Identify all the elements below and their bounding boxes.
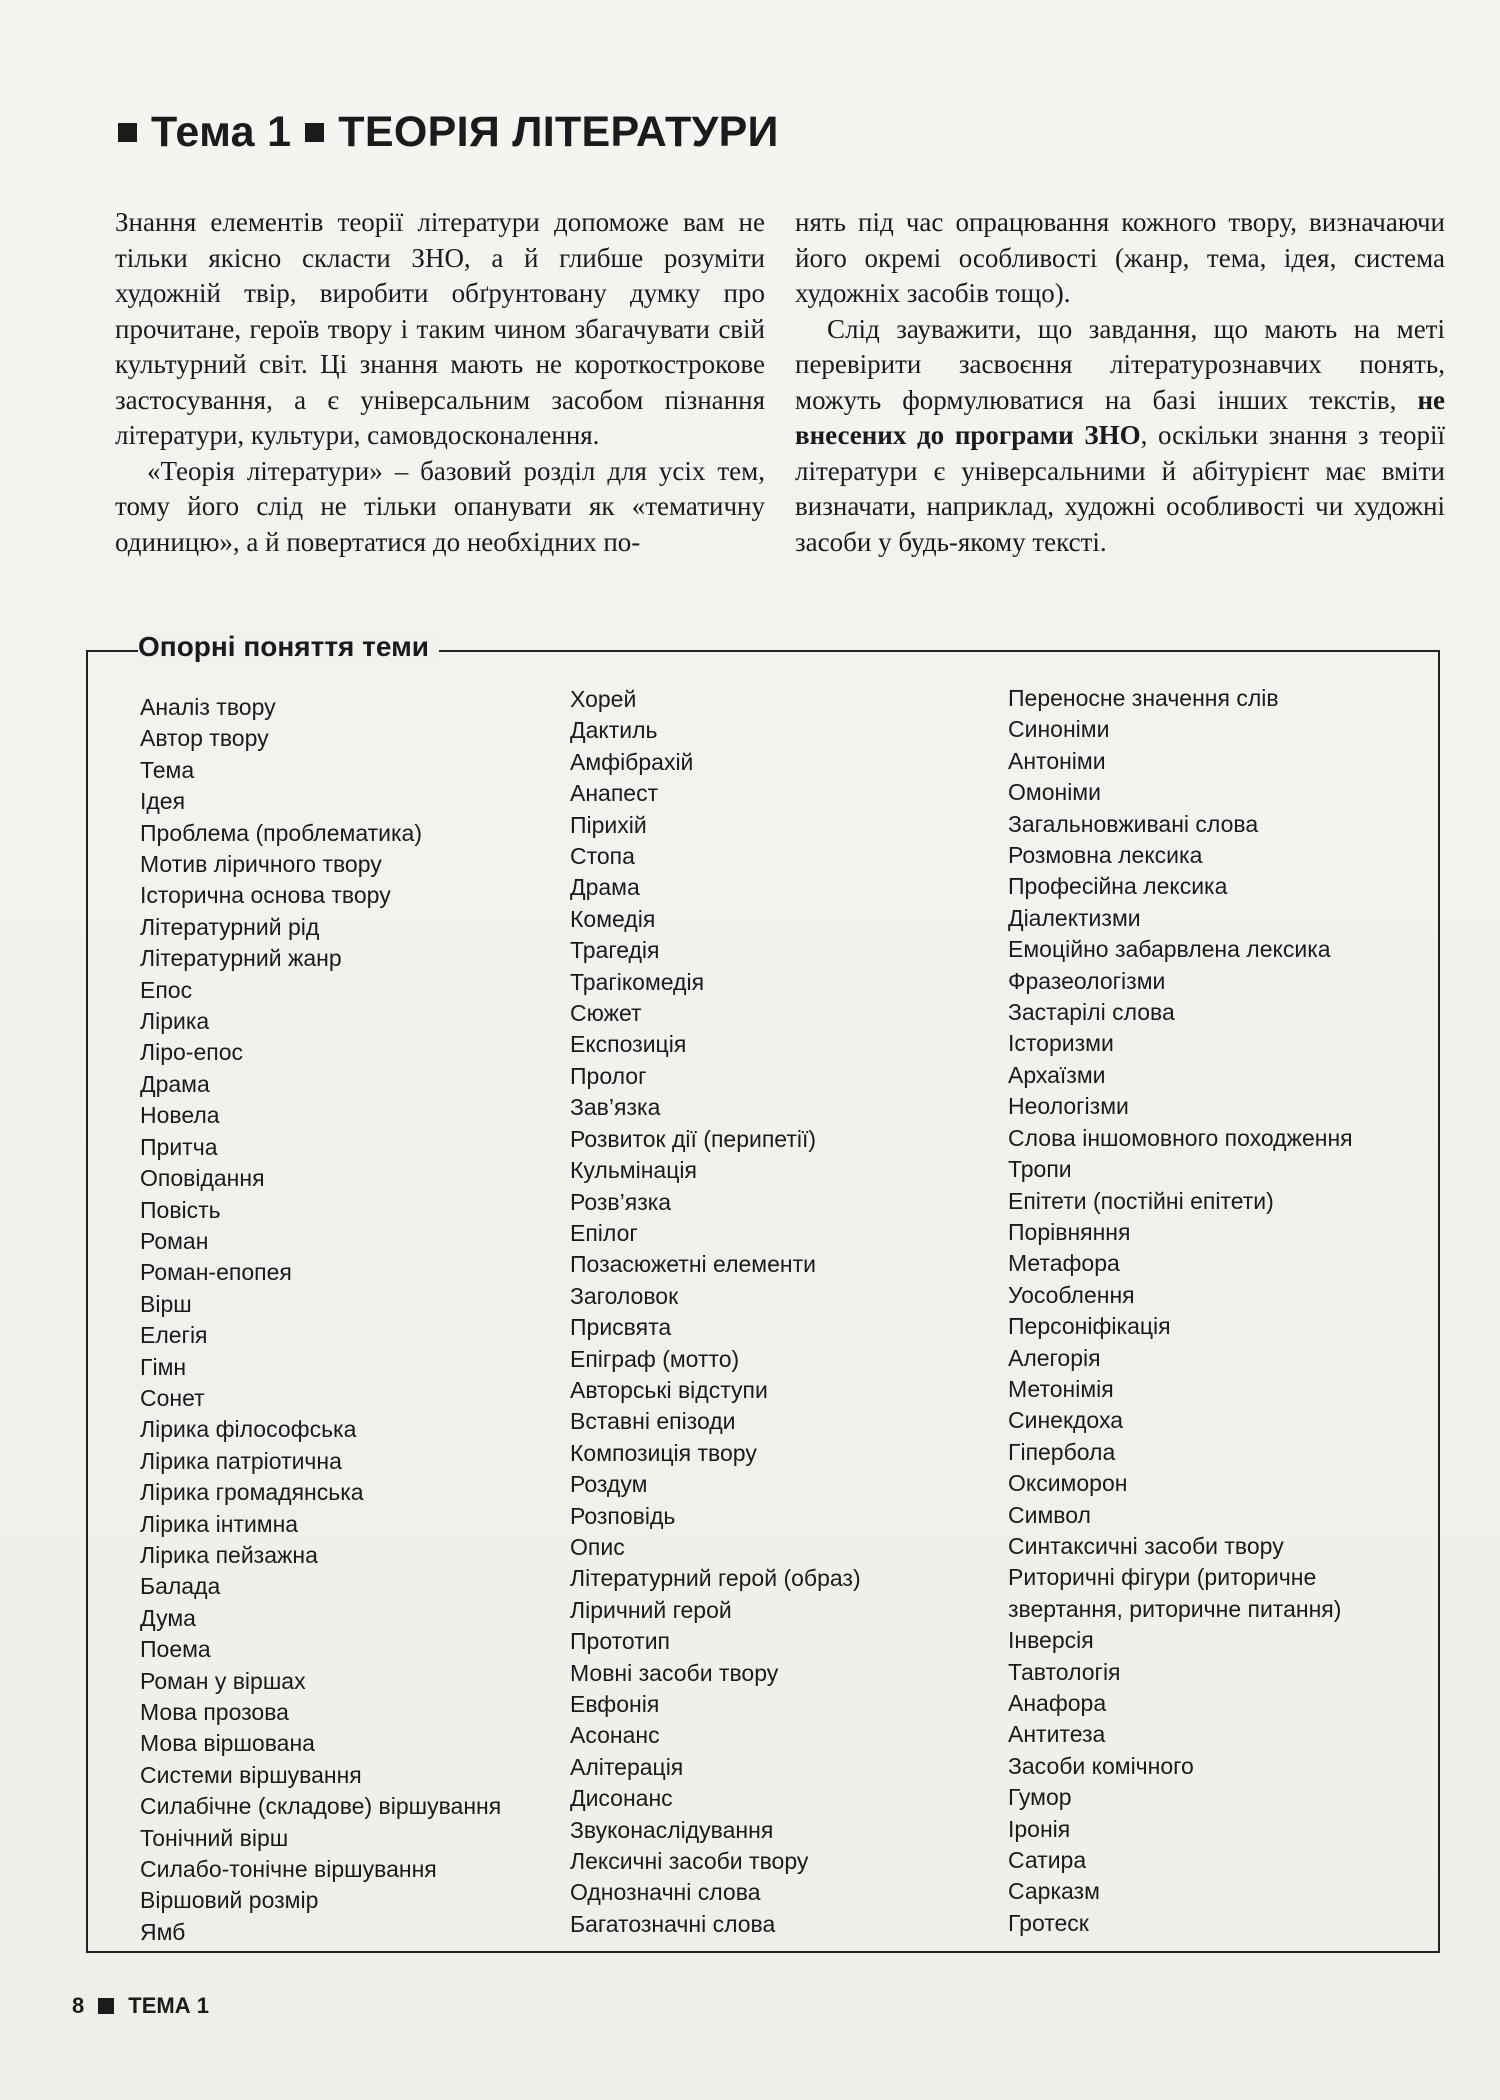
intro-paragraph: «Теорія літератури» – базовий розділ для усіх тем, тому його слід не тільки опанувати як «тематичну одиницю», а й повертатися до необхідних по- [115,455,765,557]
term-item: Персоніфікація [1008,1313,1171,1340]
term-item: Синоніми [1008,716,1110,743]
key-concepts-title: Опорні поняття теми [138,631,439,663]
term-item: Системи віршування [140,1761,362,1788]
term-item: Комедія [570,905,656,932]
term-item: Пірихій [570,811,647,838]
term-item: Вставні епізоди [570,1408,736,1435]
term-item: Порівняння [1008,1218,1131,1245]
term-item: Сонет [140,1384,205,1411]
term-item: Присвята [570,1314,672,1341]
term-item: Драма [140,1070,210,1097]
term-item: Архаїзми [1008,1061,1106,1088]
term-item: Звуконаслідування [570,1816,774,1843]
term-item: Тропи [1008,1156,1072,1183]
term-item: Мова прозова [140,1699,289,1725]
term-item: Антитеза [1008,1721,1106,1748]
term-item: Уособлення [1008,1281,1135,1308]
term-item: Анафора [1008,1690,1107,1716]
term-item: Алегорія [1008,1344,1101,1371]
term-item: Роман [140,1227,209,1254]
term-item: Синекдоха [1008,1407,1123,1434]
term-item: Фразеологізми [1008,967,1166,994]
term-item: Сарказм [1008,1878,1100,1905]
term-item: Амфібрахій [570,748,694,775]
term-item: Роздум [570,1471,648,1498]
term-item: Слова іншомовного походження [1008,1124,1353,1151]
term-item: Вірш [140,1290,192,1317]
term-item: Експозиція [570,1031,687,1058]
intro-paragraph: Знання елементів теорії літератури допоможе вам не тільки якісно скласти ЗНО, а й глибше розуміти художній твір, виробити обґрунтовану думку про прочитане, героїв твору і таким чином збагачувати свій культурний світ. Ці знання мають не короткострокове застосування, а є універсальним засобом пізнання літератури, культури, самовдосконалення. [115,207,765,450]
term-item: Притча [140,1133,218,1160]
term-item: Діалектизми [1008,904,1141,931]
term-item: Проблема (проблематика) [140,819,423,846]
term-item: Алітерація [570,1753,684,1780]
term-item: Оксиморон [1008,1470,1128,1497]
term-item: Епітети (постійні епітети) [1008,1187,1274,1214]
term-item: Епілог [570,1219,638,1246]
term-item: Асонанс [570,1722,660,1749]
term-item: Епіграф (мотто) [570,1345,740,1372]
term-item: Хорей [570,686,637,712]
term-item: Поема [140,1636,211,1663]
term-item: Авторські відступи [570,1376,768,1403]
term-item: Роман-епопея [140,1259,292,1286]
term-item: Прототип [570,1628,671,1655]
intro-paragraph [795,312,1445,561]
term-item: Символ [1008,1501,1091,1528]
term-item: Ліро-епос [140,1039,243,1066]
term-item: Оповідання [140,1165,265,1192]
term-item: Літературний герой (образ) [570,1565,861,1592]
term-item: Позасюжетні елементи [570,1251,816,1278]
term-item: Дисонанс [570,1785,673,1812]
term-item: Омоніми [1008,779,1101,806]
term-item: Антоніми [1008,747,1106,774]
term-item: Дума [140,1604,196,1631]
term-item: Балада [140,1573,221,1600]
term-item: Історизми [1008,1030,1114,1057]
term-item: Літературний жанр [140,945,342,972]
term-item: Ямб [140,1918,186,1945]
term-item: Опис [570,1533,625,1560]
term-item: Риторичні фігури (риторичне звертання, риторичне питання) [1008,1564,1342,1622]
term-item: Гротеск [1008,1909,1089,1936]
term-item: Тавтологія [1008,1658,1121,1685]
term-item: Анапест [570,780,659,807]
term-item: Професійна лексика [1008,873,1228,900]
topic-label: Тема 1 [151,108,292,156]
page-heading [118,108,779,157]
text-span: , оскільки знання з теорії літератури є універсальними й абітурієнт має вміти визначати, наприклад, художні особливості чи художні засоби у будь-якому тексті. [795,420,1445,557]
term-item: Епос [140,976,193,1003]
term-item: Новела [140,1102,220,1129]
term-item: Метафора [1008,1250,1120,1277]
term-item: Синтаксичні засоби твору [1008,1532,1284,1559]
term-item: Віршовий розмір [140,1887,319,1914]
square-bullet-icon [118,123,137,142]
term-item: Засоби комічного [1008,1752,1194,1779]
term-item: Гіпербола [1008,1438,1116,1465]
term-item: Гімн [140,1353,187,1380]
term-item: Метонімія [1008,1375,1114,1402]
term-item: Загальновживані слова [1008,810,1259,837]
term-item: Переносне значення слів [1008,685,1279,711]
term-item: Лірика філософська [140,1416,357,1443]
term-item: Роман у віршах [140,1667,306,1694]
intro-right-column [795,205,1445,560]
term-item: Силабічне (складове) віршування [140,1793,502,1820]
page-number: 8 [72,1993,85,2018]
term-item: Лірика патріотична [140,1447,342,1474]
term-item: Силабо-тонічне віршування [140,1856,437,1883]
term-item: Однозначні слова [570,1879,761,1906]
term-item: Тонічний вірш [140,1824,289,1851]
term-item: Лірика [140,1008,210,1035]
term-item: Емоційно забарвлена лексика [1008,936,1331,963]
term-item: Літературний рід [140,913,320,940]
term-item: Трагедія [570,937,660,964]
term-item: Автор твору [140,725,269,752]
intro-left-column [115,205,765,560]
footer-label: ТЕМА 1 [128,1993,209,2018]
term-item: Розповідь [570,1502,676,1529]
term-item: Повість [140,1196,221,1223]
term-item: Зав’язка [570,1094,661,1121]
square-bullet-icon [305,123,324,142]
terms-column-2 [570,684,861,1940]
term-item: Застарілі слова [1008,999,1175,1026]
term-item: Дактиль [570,717,658,744]
term-item: Тема [140,756,195,783]
term-item: Неологізми [1008,1093,1129,1120]
term-item: Елегія [140,1322,208,1349]
term-item: Стопа [570,843,635,870]
term-item: Гумор [1008,1784,1072,1811]
term-item: Кульмінація [570,1157,697,1184]
term-item: Лірика громадянська [140,1479,364,1506]
term-item: Лірика пейзажна [140,1541,318,1568]
terms-column-3 [1008,683,1428,1939]
term-item: Композиція твору [570,1439,757,1466]
page-footer [72,1993,209,2019]
term-item: Заголовок [570,1282,679,1309]
term-item: Мовні засоби твору [570,1659,779,1686]
term-item: Розмовна лексика [1008,842,1203,869]
term-item: Евфонія [570,1691,660,1717]
term-item: Ідея [140,788,186,815]
term-item: Драма [570,874,640,901]
term-item: Розвиток дії (перипетії) [570,1125,817,1152]
term-item: Розв’язка [570,1188,672,1215]
square-bullet-icon [98,1998,114,2014]
term-item: Сюжет [570,1000,642,1027]
text-span: Слід зауважити, що завдання, що мають на меті перевірити засвоєння літературознавчих понять, можуть формулюватися на базі інших текстів, [795,313,1445,415]
bold-text: не внесених до програми ЗНО [795,384,1446,450]
term-item: Іронія [1008,1815,1071,1842]
term-item: Сатира [1008,1847,1087,1874]
term-item: Мотив ліричного твору [140,851,382,878]
term-item: Інверсія [1008,1627,1094,1654]
term-item: Пролог [570,1062,647,1089]
term-item: Аналіз твору [140,694,276,720]
intro-paragraph: нять під час опрацювання кожного твору, визначаючи його окремі особливості (жанр, тема, ідея, система художніх засобів тощо). [795,207,1445,308]
topic-title: ТЕОРІЯ ЛІТЕРАТУРИ [338,108,779,156]
term-item: Історична основа твору [140,882,391,909]
term-item: Багатозначні слова [570,1910,776,1937]
terms-column-1 [140,692,501,1948]
term-item: Лірика інтимна [140,1510,299,1537]
term-item: Ліричний герой [570,1596,732,1623]
term-item: Трагікомедія [570,968,705,995]
term-item: Мова віршована [140,1730,315,1757]
term-item: Лексичні засоби твору [570,1848,809,1875]
